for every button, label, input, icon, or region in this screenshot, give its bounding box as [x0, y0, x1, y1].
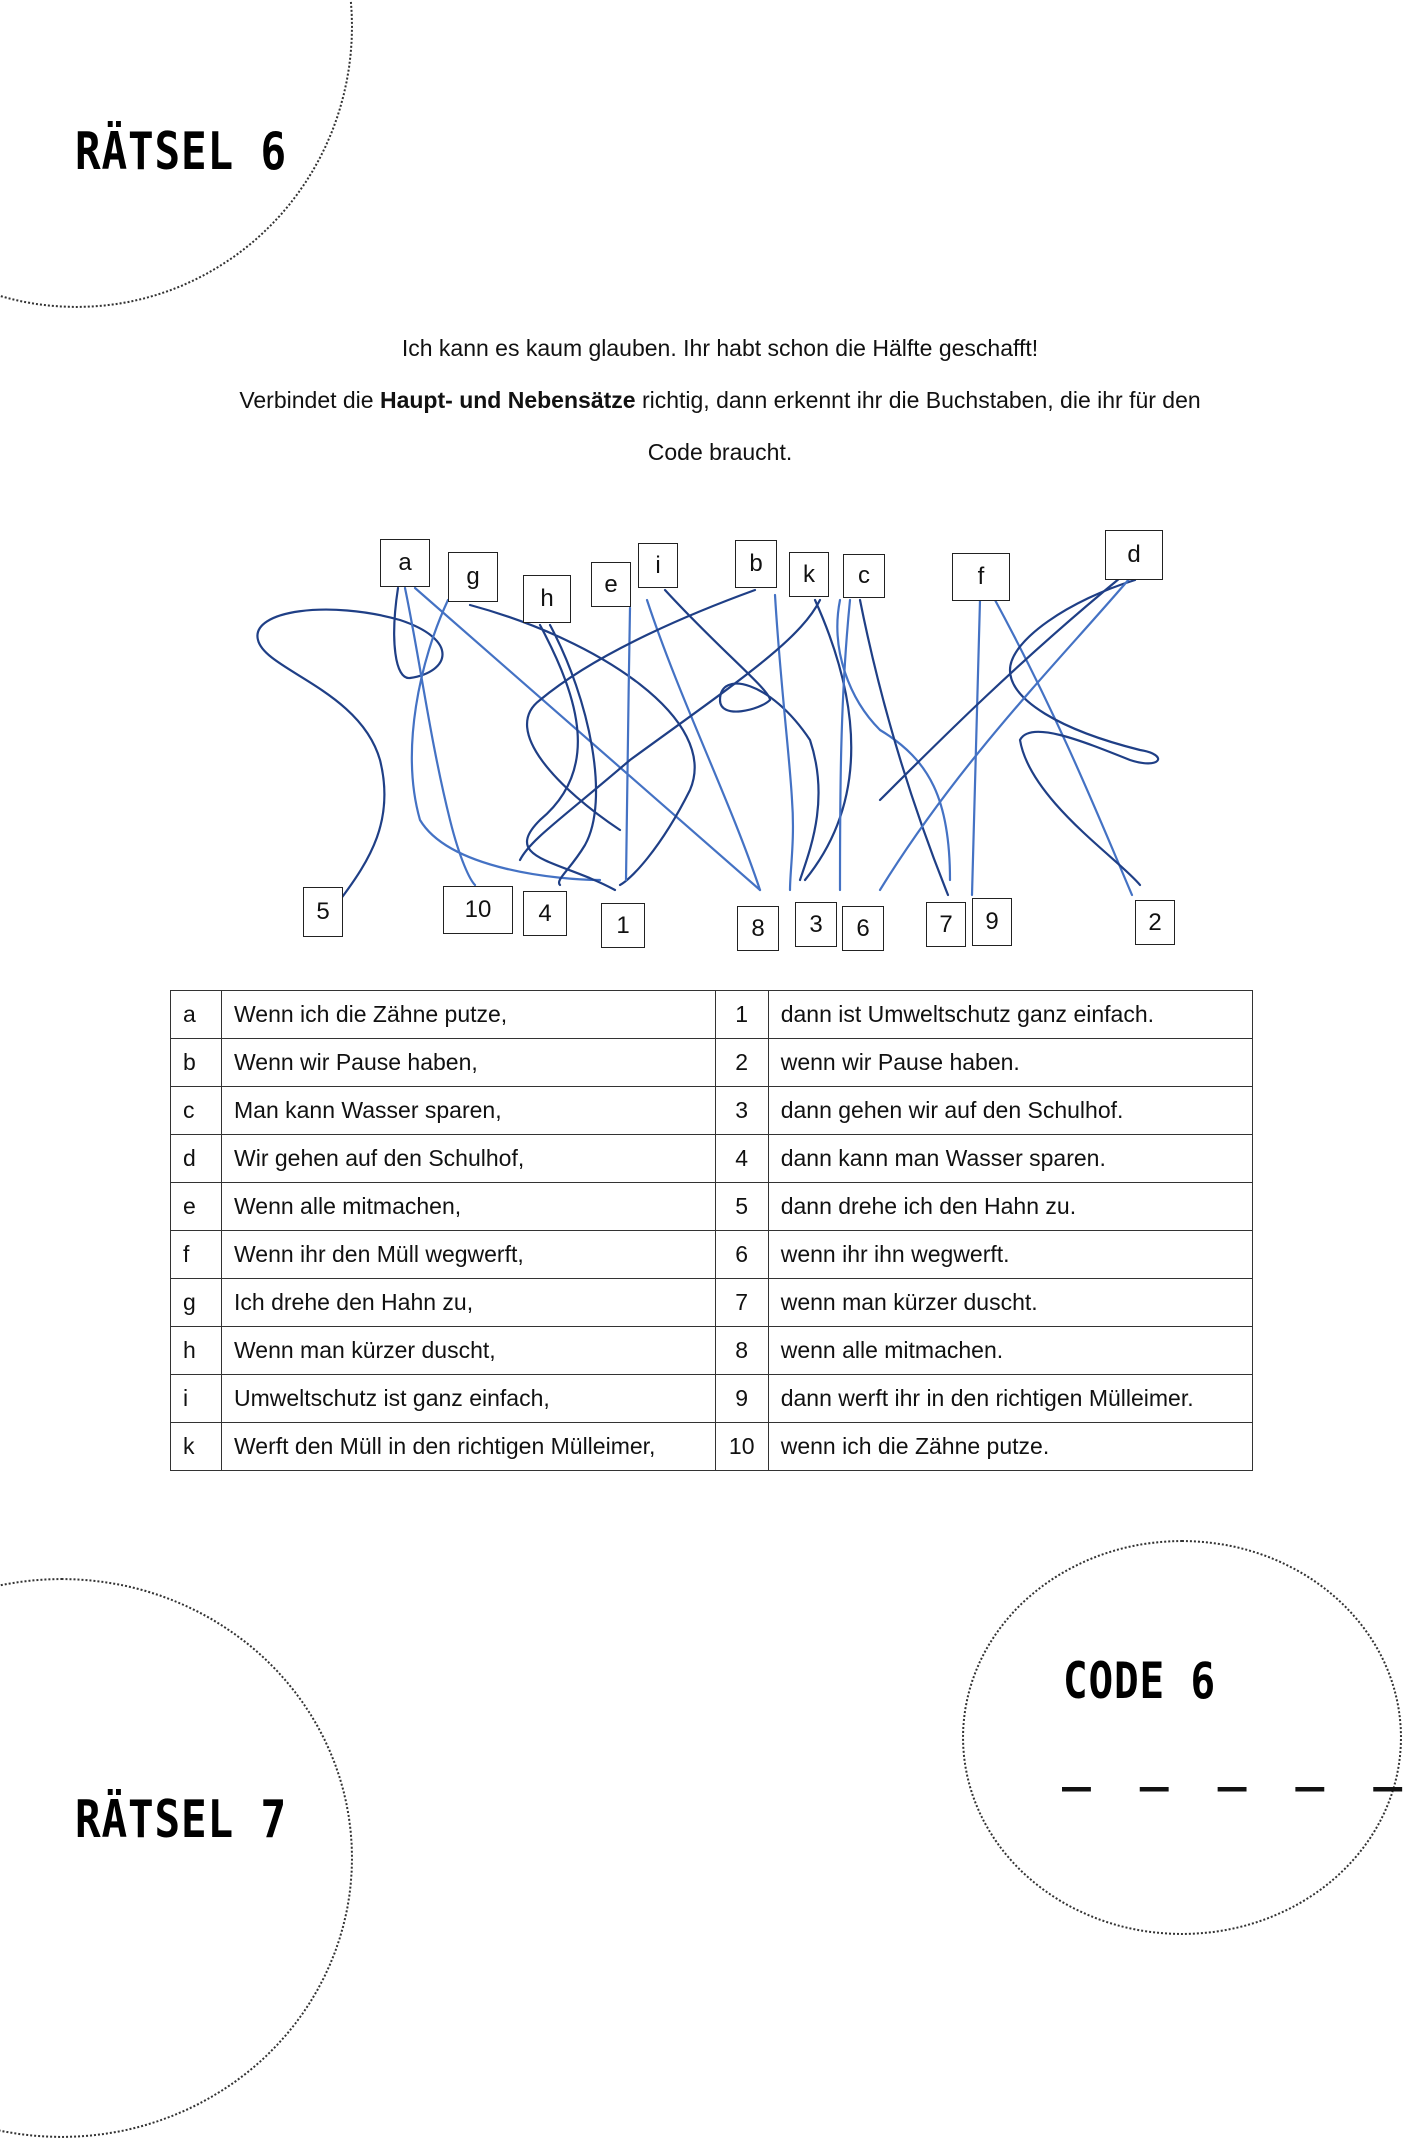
- row-letter: i: [171, 1375, 222, 1423]
- bottom-label-10: 10: [443, 886, 513, 934]
- table-row: [171, 1375, 1253, 1423]
- sub-clause: dann drehe ich den Hahn zu.: [768, 1183, 1252, 1231]
- row-letter: k: [171, 1423, 222, 1471]
- sub-clause: wenn alle mitmachen.: [768, 1327, 1252, 1375]
- row-number: 6: [715, 1231, 768, 1279]
- row-letter: b: [171, 1039, 222, 1087]
- main-clause: Werft den Müll in den richtigen Mülleimer,: [222, 1423, 716, 1471]
- tangle-line: [626, 608, 630, 880]
- instruction-emphasis: Haupt- und Nebensätze: [379, 387, 636, 413]
- row-number: 1: [715, 991, 768, 1039]
- puzzle-title: RÄTSEL 6: [75, 122, 287, 182]
- top-label-h: h: [523, 575, 571, 623]
- table-row: [171, 1279, 1253, 1327]
- sub-clause: dann kann man Wasser sparen.: [768, 1135, 1252, 1183]
- bottom-label-9: 9: [972, 898, 1012, 946]
- top-label-f: f: [952, 553, 1010, 601]
- sub-clause: wenn man kürzer duscht.: [768, 1279, 1252, 1327]
- row-number: 10: [715, 1423, 768, 1471]
- code-title: CODE 6: [1063, 1652, 1217, 1710]
- main-clause: Ich drehe den Hahn zu,: [222, 1279, 716, 1327]
- instruction-line-2: Verbindet die Haupt- und Nebensätze richtig, dann erkennt ihr die Buchstaben, die ihr für den: [239, 387, 1201, 413]
- instruction-line-1: Ich kann es kaum glauben. Ihr habt schon die Hälfte geschafft!: [401, 335, 1039, 361]
- top-label-i: i: [638, 543, 678, 588]
- row-number: 2: [715, 1039, 768, 1087]
- tangle-line: [470, 605, 695, 885]
- sub-clause: dann gehen wir auf den Schulhof.: [768, 1087, 1252, 1135]
- main-clause: Wenn ich die Zähne putze,: [222, 991, 716, 1039]
- row-letter: a: [171, 991, 222, 1039]
- code-blanks: _ _ _ _ _: [1062, 1736, 1413, 1792]
- row-number: 7: [715, 1279, 768, 1327]
- row-number: 4: [715, 1135, 768, 1183]
- top-label-b: b: [735, 540, 777, 588]
- main-clause: Man kann Wasser sparen,: [222, 1087, 716, 1135]
- row-letter: d: [171, 1135, 222, 1183]
- main-clause: Wir gehen auf den Schulhof,: [222, 1135, 716, 1183]
- row-number: 9: [715, 1375, 768, 1423]
- tangle-line: [840, 600, 850, 890]
- corner-circle-bottom-left: [0, 1578, 353, 2138]
- tangle-line: [775, 595, 793, 890]
- bottom-label-8: 8: [737, 906, 779, 951]
- bottom-label-7: 7: [926, 902, 966, 947]
- row-number: 5: [715, 1183, 768, 1231]
- bottom-label-6: 6: [842, 906, 884, 951]
- table-row: [171, 1087, 1253, 1135]
- table-row: [171, 1135, 1253, 1183]
- next-puzzle-title: RÄTSEL 7: [75, 1790, 287, 1850]
- main-clause: Umweltschutz ist ganz einfach,: [222, 1375, 716, 1423]
- tangle-line: [527, 590, 755, 830]
- matching-table: [170, 990, 1253, 1471]
- bottom-label-4: 4: [523, 891, 567, 936]
- main-clause: Wenn ihr den Müll wegwerft,: [222, 1231, 716, 1279]
- main-clause: Wenn man kürzer duscht,: [222, 1327, 716, 1375]
- tangle-line: [995, 600, 1132, 895]
- tangle-line: [972, 600, 980, 895]
- row-letter: g: [171, 1279, 222, 1327]
- table-row: [171, 1183, 1253, 1231]
- top-label-g: g: [448, 552, 498, 602]
- instruction-line-3: Code braucht.: [647, 439, 793, 465]
- tangle-line: [880, 578, 1130, 890]
- table-row: [171, 1039, 1253, 1087]
- bottom-label-2: 2: [1135, 900, 1175, 945]
- row-letter: e: [171, 1183, 222, 1231]
- tangle-line: [550, 625, 596, 885]
- table-row: [171, 991, 1253, 1039]
- row-letter: c: [171, 1087, 222, 1135]
- table-row: [171, 1231, 1253, 1279]
- sub-clause: dann ist Umweltschutz ganz einfach.: [768, 991, 1252, 1039]
- sub-clause: wenn wir Pause haben.: [768, 1039, 1252, 1087]
- row-letter: f: [171, 1231, 222, 1279]
- top-label-e: e: [591, 562, 631, 607]
- top-label-a: a: [380, 539, 430, 587]
- row-number: 8: [715, 1327, 768, 1375]
- tangle-line: [1010, 580, 1158, 885]
- top-label-k: k: [789, 552, 829, 597]
- sub-clause: wenn ihr ihn wegwerft.: [768, 1231, 1252, 1279]
- main-clause: Wenn alle mitmachen,: [222, 1183, 716, 1231]
- sub-clause: wenn ich die Zähne putze.: [768, 1423, 1252, 1471]
- top-label-d: d: [1105, 530, 1163, 580]
- bottom-label-5: 5: [303, 887, 343, 937]
- sub-clause: dann werft ihr in den richtigen Mülleimer.: [768, 1375, 1252, 1423]
- table-row: [171, 1423, 1253, 1471]
- bottom-label-1: 1: [601, 903, 645, 948]
- top-label-c: c: [843, 554, 885, 598]
- row-letter: h: [171, 1327, 222, 1375]
- tangle-line: [647, 600, 760, 890]
- bottom-label-3: 3: [795, 902, 837, 947]
- tangle-diagram: [0, 0, 1413, 1000]
- table-row: [171, 1327, 1253, 1375]
- row-number: 3: [715, 1087, 768, 1135]
- main-clause: Wenn wir Pause haben,: [222, 1039, 716, 1087]
